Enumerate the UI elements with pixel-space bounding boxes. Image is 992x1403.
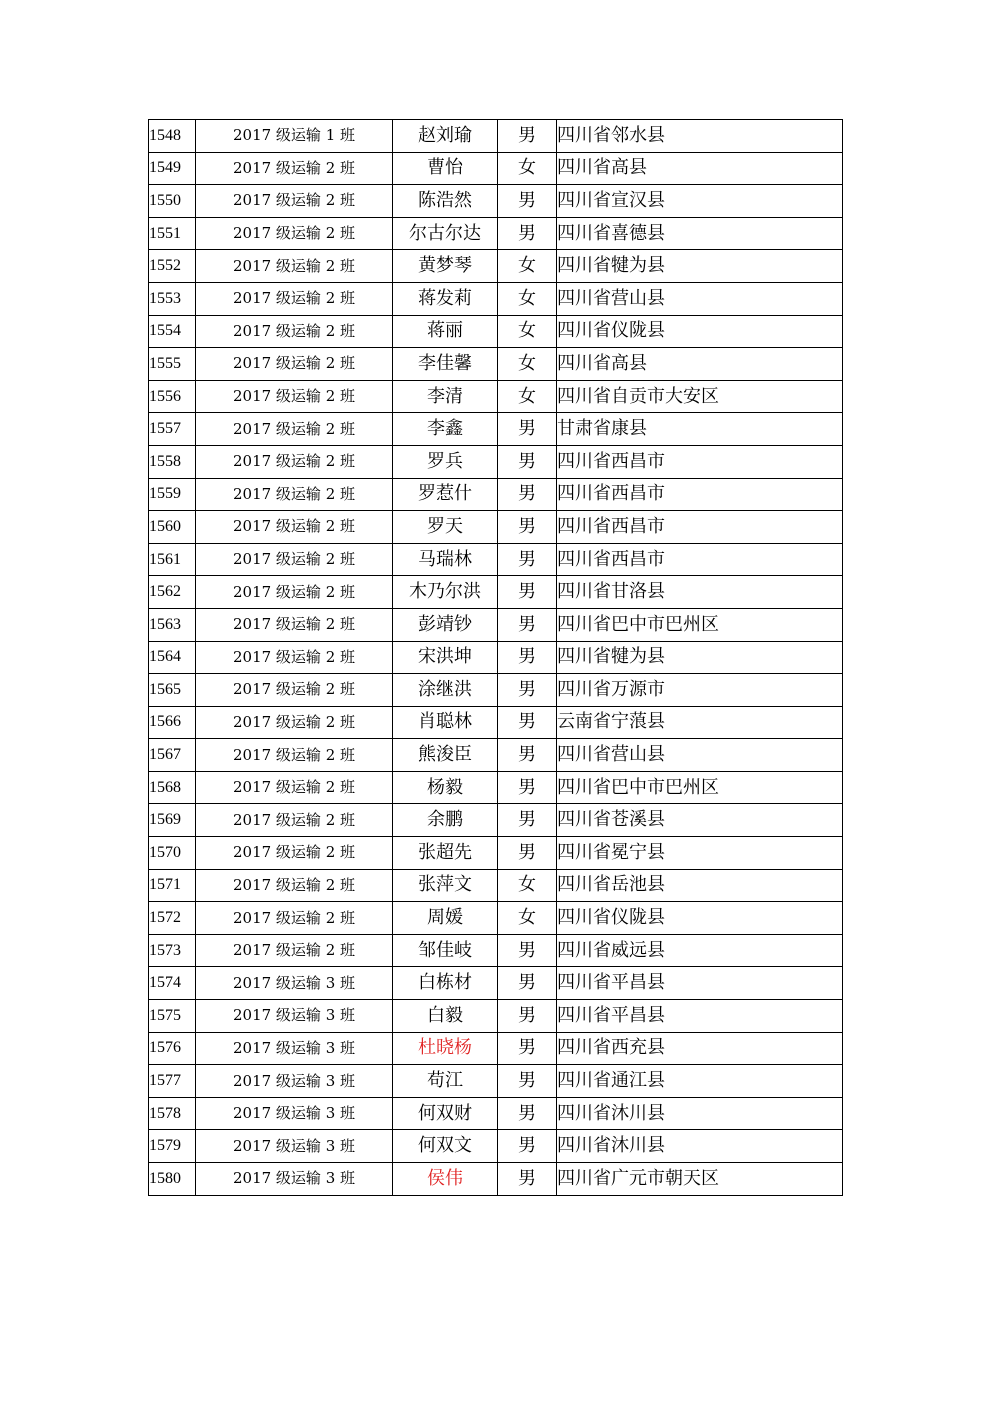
origin-cell: 四川省甘洛县 — [557, 576, 843, 609]
table-row — [149, 608, 843, 641]
row-number: 1555 — [149, 348, 196, 381]
class-cell: 2017 级运输 2 班 — [196, 152, 393, 185]
gender-cell: 男 — [498, 1130, 557, 1163]
gender-cell: 男 — [498, 511, 557, 544]
class-cell: 2017 级运输 2 班 — [196, 478, 393, 511]
row-number: 1552 — [149, 250, 196, 283]
row-number: 1563 — [149, 608, 196, 641]
class-cell: 2017 级运输 2 班 — [196, 739, 393, 772]
row-number: 1562 — [149, 576, 196, 609]
row-number: 1560 — [149, 511, 196, 544]
row-number: 1572 — [149, 902, 196, 935]
gender-cell: 男 — [498, 185, 557, 218]
origin-cell: 四川省万源市 — [557, 674, 843, 707]
row-number: 1569 — [149, 804, 196, 837]
row-number: 1576 — [149, 1032, 196, 1065]
table-row — [149, 902, 843, 935]
class-cell: 2017 级运输 1 班 — [196, 120, 393, 153]
table-row — [149, 739, 843, 772]
student-name-cell: 白栋材 — [393, 967, 498, 1000]
origin-cell: 四川省营山县 — [557, 282, 843, 315]
row-number: 1565 — [149, 674, 196, 707]
gender-cell: 男 — [498, 967, 557, 1000]
class-cell: 2017 级运输 2 班 — [196, 608, 393, 641]
student-name-cell: 何双财 — [393, 1097, 498, 1130]
table-row — [149, 511, 843, 544]
table-row — [149, 1130, 843, 1163]
student-name-cell: 涂继洪 — [393, 674, 498, 707]
class-cell: 2017 级运输 2 班 — [196, 934, 393, 967]
row-number: 1559 — [149, 478, 196, 511]
table-row — [149, 217, 843, 250]
table-row — [149, 1097, 843, 1130]
student-name-cell: 李鑫 — [393, 413, 498, 446]
class-cell: 2017 级运输 3 班 — [196, 1032, 393, 1065]
row-number: 1577 — [149, 1065, 196, 1098]
student-name-cell: 张萍文 — [393, 869, 498, 902]
origin-cell: 四川省喜德县 — [557, 217, 843, 250]
gender-cell: 男 — [498, 934, 557, 967]
class-cell: 2017 级运输 2 班 — [196, 250, 393, 283]
class-cell: 2017 级运输 3 班 — [196, 1097, 393, 1130]
origin-cell: 四川省营山县 — [557, 739, 843, 772]
table-row — [149, 380, 843, 413]
row-number: 1554 — [149, 315, 196, 348]
student-name-cell: 黄梦琴 — [393, 250, 498, 283]
student-name-cell: 肖聪林 — [393, 706, 498, 739]
gender-cell: 男 — [498, 217, 557, 250]
gender-cell: 男 — [498, 771, 557, 804]
gender-cell: 男 — [498, 608, 557, 641]
origin-cell: 四川省平昌县 — [557, 1000, 843, 1033]
origin-cell: 云南省宁蒗县 — [557, 706, 843, 739]
origin-cell: 四川省沐川县 — [557, 1097, 843, 1130]
class-cell: 2017 级运输 2 班 — [196, 641, 393, 674]
class-cell: 2017 级运输 2 班 — [196, 282, 393, 315]
class-cell: 2017 级运输 2 班 — [196, 706, 393, 739]
table-row — [149, 1163, 843, 1196]
gender-cell: 男 — [498, 445, 557, 478]
table-row — [149, 120, 843, 153]
row-number: 1548 — [149, 120, 196, 153]
row-number: 1553 — [149, 282, 196, 315]
gender-cell: 男 — [498, 478, 557, 511]
gender-cell: 男 — [498, 706, 557, 739]
table-row — [149, 315, 843, 348]
class-cell: 2017 级运输 2 班 — [196, 543, 393, 576]
row-number: 1574 — [149, 967, 196, 1000]
table-row — [149, 1000, 843, 1033]
gender-cell: 女 — [498, 282, 557, 315]
class-cell: 2017 级运输 2 班 — [196, 576, 393, 609]
gender-cell: 女 — [498, 152, 557, 185]
table-row — [149, 348, 843, 381]
class-cell: 2017 级运输 2 班 — [196, 511, 393, 544]
gender-cell: 女 — [498, 902, 557, 935]
table-row — [149, 804, 843, 837]
student-name-cell: 余鹏 — [393, 804, 498, 837]
table-row — [149, 478, 843, 511]
table-row — [149, 967, 843, 1000]
row-number: 1571 — [149, 869, 196, 902]
row-number: 1573 — [149, 934, 196, 967]
class-cell: 2017 级运输 3 班 — [196, 1163, 393, 1196]
student-name-cell: 熊浚臣 — [393, 739, 498, 772]
row-number: 1557 — [149, 413, 196, 446]
gender-cell: 男 — [498, 739, 557, 772]
table-row — [149, 869, 843, 902]
student-name-cell: 尔古尔达 — [393, 217, 498, 250]
origin-cell: 四川省苍溪县 — [557, 804, 843, 837]
student-name-cell: 蒋发莉 — [393, 282, 498, 315]
student-name-cell: 蒋丽 — [393, 315, 498, 348]
origin-cell: 四川省西充县 — [557, 1032, 843, 1065]
student-name-cell: 邹佳岐 — [393, 934, 498, 967]
gender-cell: 男 — [498, 413, 557, 446]
student-name-cell: 周媛 — [393, 902, 498, 935]
table-row — [149, 934, 843, 967]
row-number: 1550 — [149, 185, 196, 218]
row-number: 1570 — [149, 837, 196, 870]
class-cell: 2017 级运输 2 班 — [196, 217, 393, 250]
row-number: 1580 — [149, 1163, 196, 1196]
class-cell: 2017 级运输 3 班 — [196, 1130, 393, 1163]
origin-cell: 四川省平昌县 — [557, 967, 843, 1000]
class-cell: 2017 级运输 2 班 — [196, 185, 393, 218]
gender-cell: 男 — [498, 674, 557, 707]
gender-cell: 女 — [498, 869, 557, 902]
class-cell: 2017 级运输 3 班 — [196, 1065, 393, 1098]
gender-cell: 男 — [498, 804, 557, 837]
student-name-cell: 李清 — [393, 380, 498, 413]
gender-cell: 女 — [498, 250, 557, 283]
table-row — [149, 576, 843, 609]
table-row — [149, 413, 843, 446]
gender-cell: 男 — [498, 837, 557, 870]
origin-cell: 四川省高县 — [557, 348, 843, 381]
row-number: 1561 — [149, 543, 196, 576]
class-cell: 2017 级运输 3 班 — [196, 1000, 393, 1033]
origin-cell: 四川省广元市朝天区 — [557, 1163, 843, 1196]
origin-cell: 四川省高县 — [557, 152, 843, 185]
class-cell: 2017 级运输 2 班 — [196, 380, 393, 413]
origin-cell: 四川省宣汉县 — [557, 185, 843, 218]
origin-cell: 四川省威远县 — [557, 934, 843, 967]
student-name-cell: 木乃尔洪 — [393, 576, 498, 609]
student-name-cell: 曹怡 — [393, 152, 498, 185]
row-number: 1566 — [149, 706, 196, 739]
row-number: 1579 — [149, 1130, 196, 1163]
row-number: 1568 — [149, 771, 196, 804]
student-name-cell: 杜晓杨 — [393, 1032, 498, 1065]
row-number: 1558 — [149, 445, 196, 478]
row-number: 1564 — [149, 641, 196, 674]
class-cell: 2017 级运输 2 班 — [196, 771, 393, 804]
table-row — [149, 250, 843, 283]
student-name-cell: 白毅 — [393, 1000, 498, 1033]
class-cell: 2017 级运输 2 班 — [196, 348, 393, 381]
origin-cell: 甘肃省康县 — [557, 413, 843, 446]
gender-cell: 男 — [498, 1000, 557, 1033]
origin-cell: 四川省巴中市巴州区 — [557, 771, 843, 804]
class-cell: 2017 级运输 2 班 — [196, 837, 393, 870]
origin-cell: 四川省邻水县 — [557, 120, 843, 153]
table-row — [149, 282, 843, 315]
student-name-cell: 宋洪坤 — [393, 641, 498, 674]
class-cell: 2017 级运输 2 班 — [196, 869, 393, 902]
table-row — [149, 1032, 843, 1065]
row-number: 1556 — [149, 380, 196, 413]
table-row — [149, 1065, 843, 1098]
class-cell: 2017 级运输 2 班 — [196, 674, 393, 707]
origin-cell: 四川省西昌市 — [557, 511, 843, 544]
table-row — [149, 706, 843, 739]
origin-cell: 四川省西昌市 — [557, 543, 843, 576]
student-name-cell: 陈浩然 — [393, 185, 498, 218]
origin-cell: 四川省仪陇县 — [557, 315, 843, 348]
origin-cell: 四川省自贡市大安区 — [557, 380, 843, 413]
student-name-cell: 罗兵 — [393, 445, 498, 478]
student-name-cell: 何双文 — [393, 1130, 498, 1163]
origin-cell: 四川省冕宁县 — [557, 837, 843, 870]
origin-cell: 四川省通江县 — [557, 1065, 843, 1098]
table-row — [149, 674, 843, 707]
gender-cell: 男 — [498, 641, 557, 674]
student-name-cell: 彭靖钞 — [393, 608, 498, 641]
origin-cell: 四川省仪陇县 — [557, 902, 843, 935]
table-row — [149, 837, 843, 870]
origin-cell: 四川省西昌市 — [557, 445, 843, 478]
student-name-cell: 李佳馨 — [393, 348, 498, 381]
table-row — [149, 185, 843, 218]
table-row — [149, 152, 843, 185]
gender-cell: 男 — [498, 1065, 557, 1098]
row-number: 1575 — [149, 1000, 196, 1033]
student-name-cell: 苟江 — [393, 1065, 498, 1098]
class-cell: 2017 级运输 3 班 — [196, 967, 393, 1000]
origin-cell: 四川省巴中市巴州区 — [557, 608, 843, 641]
student-name-cell: 马瑞林 — [393, 543, 498, 576]
gender-cell: 男 — [498, 543, 557, 576]
class-cell: 2017 级运输 2 班 — [196, 902, 393, 935]
student-name-cell: 罗天 — [393, 511, 498, 544]
student-name-cell: 张超先 — [393, 837, 498, 870]
class-cell: 2017 级运输 2 班 — [196, 315, 393, 348]
student-name-cell: 杨毅 — [393, 771, 498, 804]
gender-cell: 男 — [498, 1163, 557, 1196]
row-number: 1578 — [149, 1097, 196, 1130]
table-row — [149, 445, 843, 478]
class-cell: 2017 级运输 2 班 — [196, 413, 393, 446]
origin-cell: 四川省犍为县 — [557, 250, 843, 283]
origin-cell: 四川省沐川县 — [557, 1130, 843, 1163]
student-roster-table — [148, 119, 843, 1196]
row-number: 1549 — [149, 152, 196, 185]
gender-cell: 女 — [498, 348, 557, 381]
gender-cell: 男 — [498, 576, 557, 609]
gender-cell: 女 — [498, 380, 557, 413]
gender-cell: 男 — [498, 1032, 557, 1065]
roster-body — [149, 120, 843, 1196]
row-number: 1567 — [149, 739, 196, 772]
student-name-cell: 赵刘瑜 — [393, 120, 498, 153]
gender-cell: 女 — [498, 315, 557, 348]
student-name-cell: 罗惹什 — [393, 478, 498, 511]
table-row — [149, 641, 843, 674]
student-name-cell: 侯伟 — [393, 1163, 498, 1196]
class-cell: 2017 级运输 2 班 — [196, 445, 393, 478]
gender-cell: 男 — [498, 120, 557, 153]
origin-cell: 四川省犍为县 — [557, 641, 843, 674]
row-number: 1551 — [149, 217, 196, 250]
table-row — [149, 771, 843, 804]
gender-cell: 男 — [498, 1097, 557, 1130]
table-row — [149, 543, 843, 576]
origin-cell: 四川省西昌市 — [557, 478, 843, 511]
origin-cell: 四川省岳池县 — [557, 869, 843, 902]
class-cell: 2017 级运输 2 班 — [196, 804, 393, 837]
